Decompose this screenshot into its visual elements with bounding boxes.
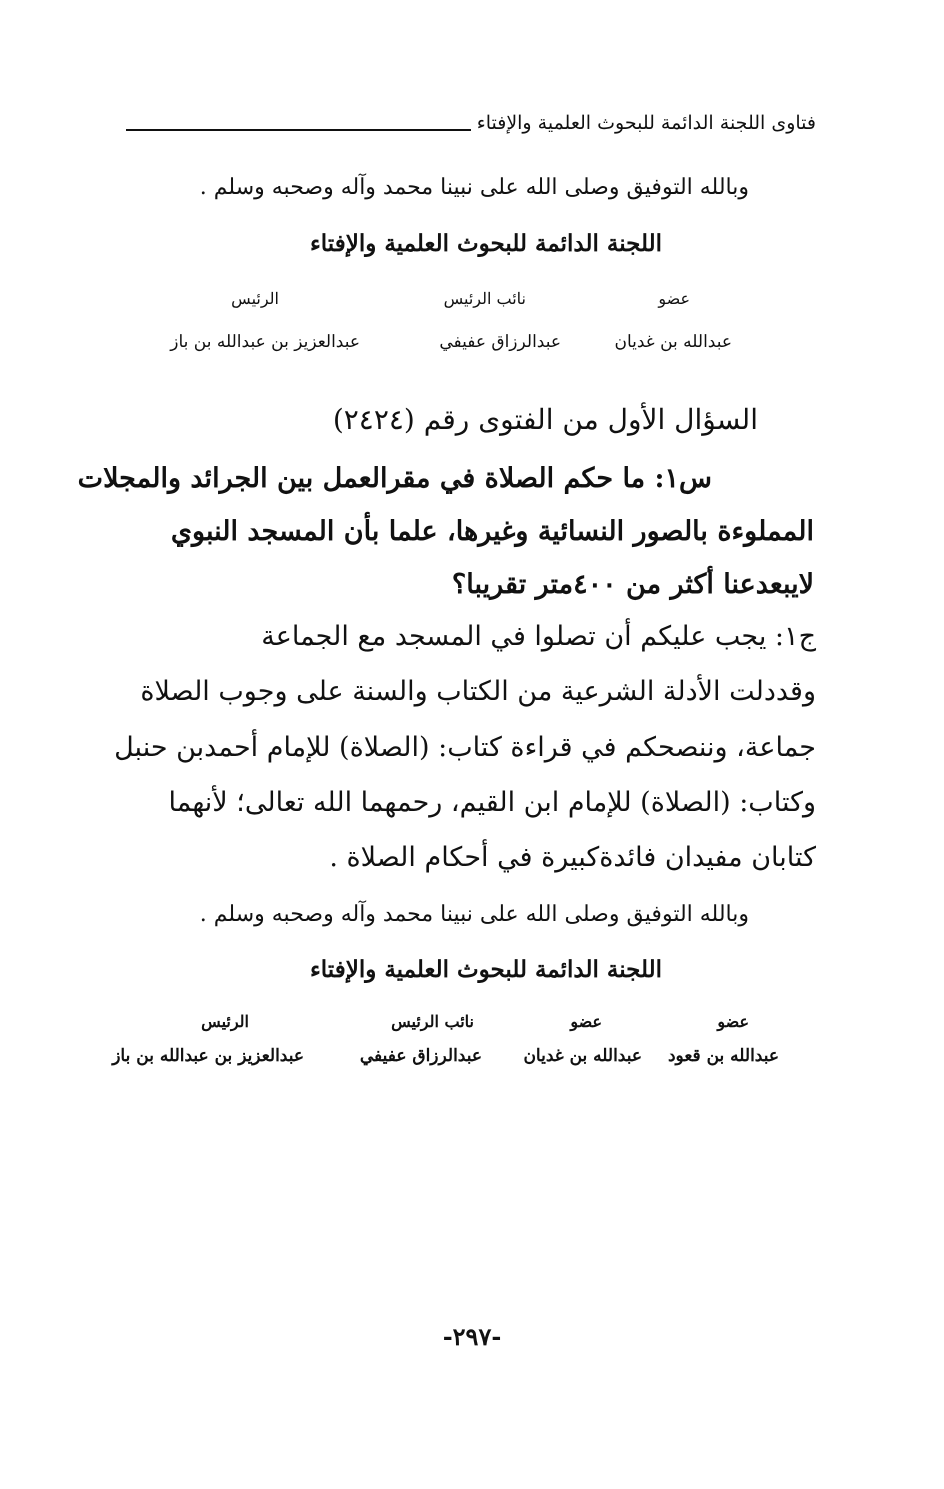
- answer-line: وقددلت الأدلة الشرعية من الكتاب والسنة على وجوب الصلاة: [140, 676, 816, 707]
- signatory-name: عبدالله بن قعود: [667, 1046, 779, 1066]
- committee-name-1: اللجنة الدائمة للبحوث العلمية والإفتاء: [309, 230, 662, 257]
- signatory-name: عبدالعزيز بن عبدالله بن باز: [112, 1046, 304, 1066]
- signatory-role: نائب الرئيس: [391, 1012, 474, 1031]
- committee-name-2: اللجنة الدائمة للبحوث العلمية والإفتاء: [309, 956, 662, 983]
- signatory-role: نائب الرئيس: [443, 289, 526, 308]
- signatory-role: عضو: [717, 1012, 749, 1031]
- signatory-name: عبدالرزاق عفيفي: [359, 1046, 482, 1066]
- answer-line: جماعة، وننصحكم في قراءة كتاب: (الصلاة) للإمام أحمدبن حنبل: [114, 732, 816, 763]
- question-line: س١: ما حكم الصلاة في مقرالعمل بين الجرائد والمجلات: [77, 463, 712, 494]
- signatory-role: الرئيس: [201, 1012, 249, 1031]
- question-line: لايبعدعنا أكثر من ٤٠٠متر تقريبا؟: [451, 569, 814, 600]
- page-number: -٢٩٧-: [442, 1322, 502, 1351]
- running-header: [126, 108, 816, 138]
- answer-line: ج١: يجب عليكم أن تصلوا في المسجد مع الجماعة: [261, 621, 816, 652]
- signatory-role: الرئيس: [231, 289, 279, 308]
- question-line: المملوءة بالصور النسائية وغيرها، علما بأن المسجد النبوي: [170, 516, 814, 547]
- closing-prayer-1: وبالله التوفيق وصلى الله على نبينا محمد وآله وصحبه وسلم .: [199, 175, 749, 200]
- signatory-name: عبدالرزاق عفيفي: [439, 332, 561, 352]
- signatory-role: عضو: [570, 1012, 602, 1031]
- closing-prayer-2: وبالله التوفيق وصلى الله على نبينا محمد وآله وصحبه وسلم .: [199, 902, 749, 927]
- signatory-name: عبدالعزيز بن عبدالله بن باز: [170, 332, 360, 352]
- fatwa-title: السؤال الأول من الفتوى رقم (٢٤٢٤): [332, 403, 758, 436]
- running-title: فتاوى اللجنة الدائمة للبحوث العلمية والإفتاء: [476, 112, 816, 134]
- signatory-name: عبدالله بن غديان: [523, 1046, 642, 1066]
- answer-line: كتابان مفيدان فائدةكبيرة في أحكام الصلاة .: [329, 842, 816, 873]
- header-rule: [126, 129, 471, 131]
- signatory-name: عبدالله بن غديان: [614, 332, 732, 352]
- answer-line: وكتاب: (الصلاة) للإمام ابن القيم، رحمهما الله تعالى؛ لأنهما: [168, 787, 816, 818]
- signatory-role: عضو: [658, 289, 690, 308]
